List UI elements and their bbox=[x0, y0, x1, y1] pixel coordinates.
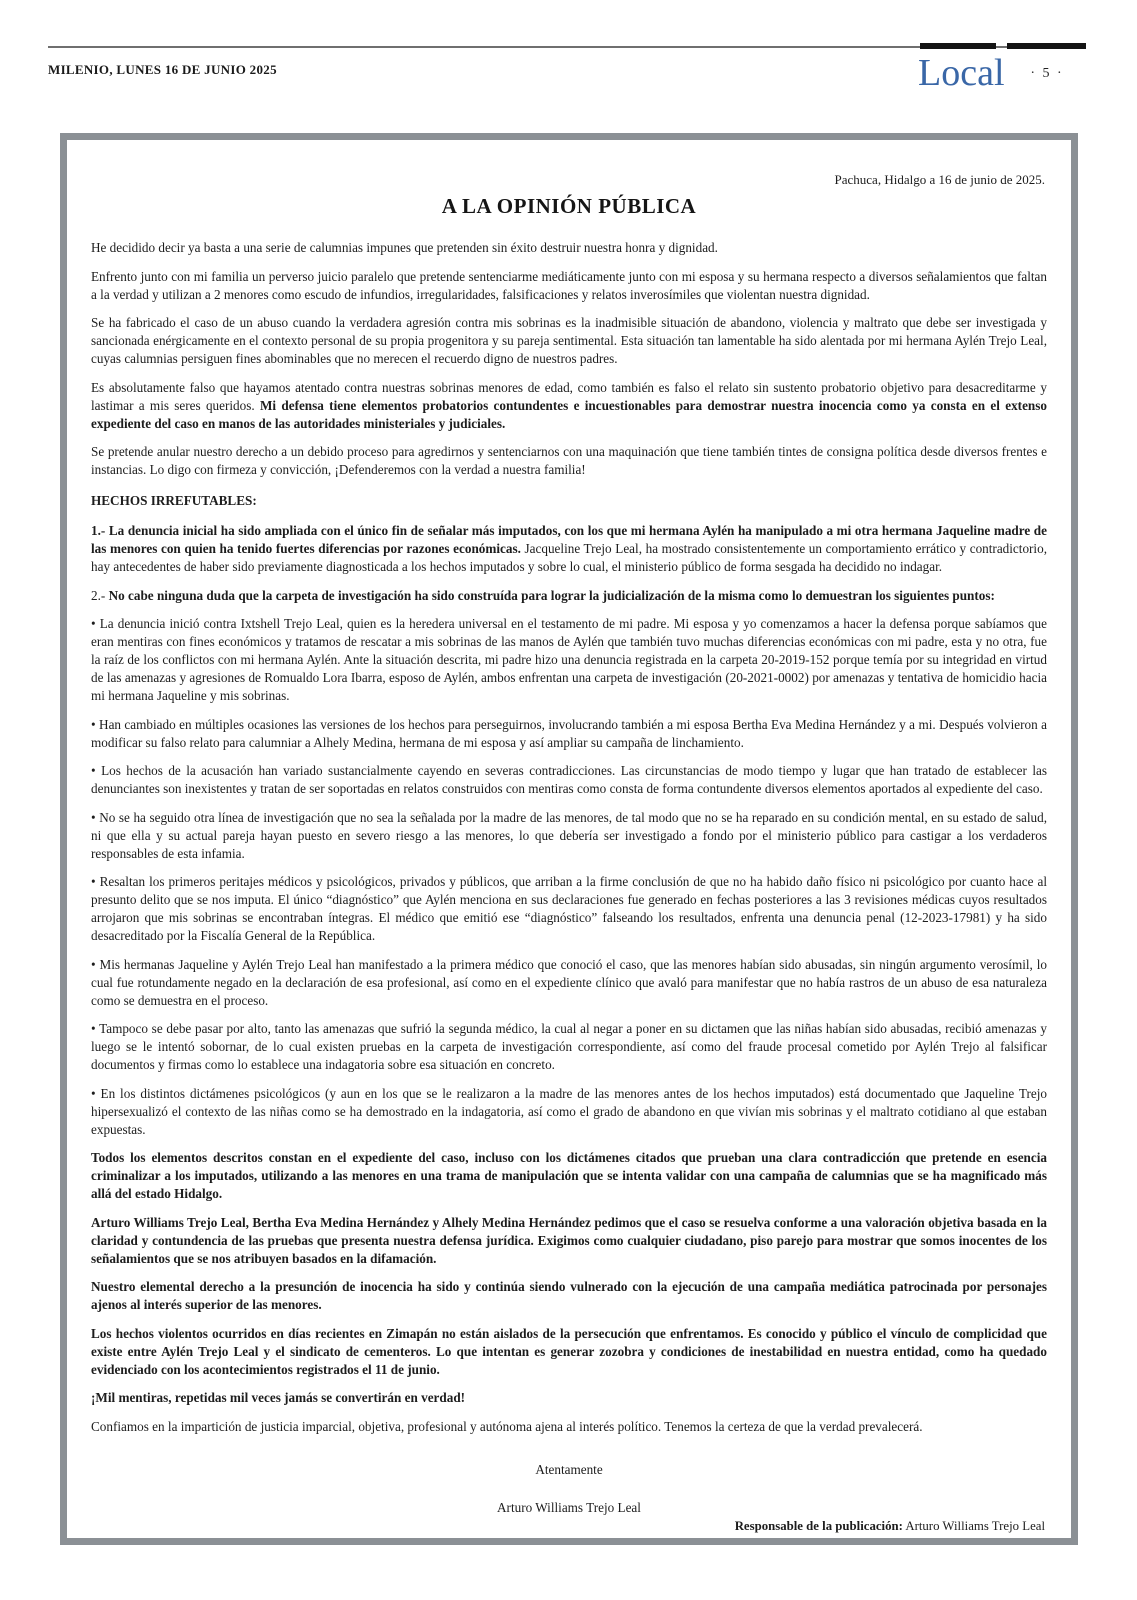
notice-title: A LA OPINIÓN PÚBLICA bbox=[441, 194, 697, 218]
signoff-salutation: Atentamente bbox=[535, 1461, 603, 1477]
publisher-label: Responsable de la publicación: bbox=[734, 1518, 903, 1533]
masthead-black-bar-right bbox=[1007, 43, 1086, 49]
bullet-item: • Mis hermanas Jaqueline y Aylén Trejo Leal han manifestado a la primera médico que conoció el caso, que las menores habían sido abusadas, sin ningún argumento verosímil, lo cual fue rotundamente negado en la declaración de esa profesional, así como en el expediente clínico que avaló para manifestar que no había rastros de un abuso de esa naturaleza como se demuestra en el proceso. bbox=[91, 956, 1047, 1008]
bullet-icon: • bbox=[91, 956, 100, 972]
paragraph: 1.- La denuncia inicial ha sido ampliada con el único fin de señalar más imputados, con los que mi hermana Aylén ha manipulado a mi otra hermana Jaqueline madre de las menores con quien ha tenido fuertes diferencias por razones económicas. Jacqueline Trejo Leal, ha mostrado consistentemente un comportamiento errático y contradictorio, hay antecedentes de haber sido previamente diagnosticada a los hechos imputados y sobre lo cual, el ministerio público de forma sesgada ha decidido no indagar. bbox=[91, 523, 1047, 574]
paragraph: Es absolutamente falso que hayamos atentado contra nuestras sobrinas menores de edad, como también es falso el relato sin sustento probatorio objetivo para desacreditarme y lastimar a mis seres queridos. Mi defensa tiene elementos probatorios contundentes e incuestionables para demostrar nuestra inocencia como ya consta en el extenso expediente del caso en manos de las autoridades ministeriales y judiciales. bbox=[91, 379, 1047, 431]
paragraph: Arturo Williams Trejo Leal, Bertha Eva Medina Hernández y Alhely Medina Hernández pedimos que el caso se resuelva conforme a una valoración objetiva basada en la claridad y contundencia de las pruebas que presenta nuestra defensa jurídica. Exigimos como cualquier ciudadano, piso parejo para mostrar que somos inocentes de los señalamientos que se nos atribuyen basados en la difamación. bbox=[91, 1214, 1047, 1266]
bullet-item: • No se ha seguido otra línea de investigación que no sea la señalada por la madre de las menores, de tal modo que no se ha reparado en su condición mental, en su estado de salud, ni que ella y su actual pareja hayan puesto en severo riesgo a las menores, lo que debería ser investigado a fondo por el ministerio público para castigar a los verdaderos responsables de esta infamia. bbox=[91, 809, 1047, 861]
paragraph: Se ha fabricado el caso de un abuso cuando la verdadera agresión contra mis sobrinas es la inadmisible situación de abandono, violencia y maltrato que debe ser investigada y sancionada enérgicamente en el contexto personal de su propia progenitora y su pareja sentimental. Esta situación tan lamentable ha sido alentada por mi hermana Aylén Trejo Leal, cuyas calumnias persiguen fines abominables que no merecen el recuerdo digno de nuestros padres. bbox=[91, 315, 1047, 366]
paragraph: He decidido decir ya basta a una serie de calumnias impunes que pretenden sin éxito destruir nuestra honra y dignidad. bbox=[91, 240, 718, 255]
paragraph: Todos los elementos descritos constan en el expediente del caso, incluso con los dictámenes citados que prueban una clara contradicción que pretende en esencia criminalizar a los imputados, utilizando a las menores en una trama de manipulación que se intenta validar con una campaña de calumnias que se ha magnificado más allá del estado Hidalgo. bbox=[91, 1150, 1047, 1201]
masthead-date: MILENIO, LUNES 16 DE JUNIO 2025 bbox=[48, 62, 277, 77]
bullet-item: • Tampoco se debe pasar por alto, tanto las amenazas que sufrió la segunda médico, la cual al negar a poner en su dictamen que las niñas habían sido abusadas, recibió amenazas y luego se le intentó sobornar, de lo cual existen pruebas en la carpeta de investigación correspondiente, así como del fraude procesal cometido por Aylén Trejo al falsificar documentos y firmas como lo establece una indagatoria sobre esa situación en concreto. bbox=[91, 1021, 1047, 1072]
masthead-black-bar-left bbox=[920, 43, 996, 49]
section-label: Local bbox=[918, 52, 1005, 94]
bullet-item: • Han cambiado en múltiples ocasiones las versiones de los hechos para perseguirnos, involucrando también a mi esposa Bertha Eva Medina Hernández y a mi. Después volvieron a modificar su falso relato para calumniar a Alhely Medina, hermana de mi esposa y así ampliar su campaña de linchamiento. bbox=[91, 716, 1048, 750]
notice-box bbox=[60, 133, 1078, 1545]
publisher-name: Arturo Williams Trejo Leal bbox=[902, 1518, 1045, 1533]
bullet-item: • En los distintos dictámenes psicológicos (y aun en los que se le realizaron a la madre de las menores antes de los hechos imputados) está documentado que Jaqueline Trejo hipersexualizó el contexto de las niñas como se ha demostrado en la indagatoria, así como el grado de abandono en que vivían mis sobrinas y el maltrato cotidiano al que estaban expuestas. bbox=[91, 1085, 1047, 1137]
paragraph: Nuestro elemental derecho a la presunción de inocencia ha sido y continúa siendo vulnerado con la ejecución de una campaña mediática patrocinada por personajes ajenos al interés superior de las menores. bbox=[91, 1279, 1047, 1312]
bullet-icon: • bbox=[91, 809, 100, 825]
signoff-signature: Arturo Williams Trejo Leal bbox=[497, 1499, 641, 1515]
notice-dateline: Pachuca, Hidalgo a 16 de junio de 2025. bbox=[834, 172, 1045, 187]
notice-paragraphs bbox=[91, 239, 1047, 1436]
bullet-item: • Los hechos de la acusación han variado sustancialmente cayendo en severas contradicciones. Las circunstancias de modo tiempo y lugar que han tratado de establecer las denunciantes son inexistentes y tratan de ser soportadas en relatos construidos con mentiras como consta de forma contundente diversos elementos aportados al expediente del caso. bbox=[91, 763, 1047, 796]
bullet-icon: • bbox=[91, 1085, 101, 1101]
bullet-icon: • bbox=[91, 1021, 100, 1036]
paragraph: Confiamos en la impartición de justicia imparcial, objetiva, profesional y autónoma ajena al interés político. Tenemos la certeza de que la verdad prevalecerá. bbox=[91, 1418, 923, 1434]
bullet-icon: • bbox=[91, 763, 102, 778]
paragraph: Se pretende anular nuestro derecho a un debido proceso para agredirnos y sentenciarnos con una maquinación que tiene también tintes de consigna política desde diversos frentes e instancias. Lo digo con firmeza y convicción, ¡Defenderemos con la verdad a nuestra familia! bbox=[91, 444, 1047, 477]
page-number: · 5 · bbox=[1030, 66, 1064, 81]
bullet-item: • La denuncia inició contra Ixtshell Trejo Leal, quien es la heredera universal en el testamento de mi padre. Mi esposa y yo comenzamos a hacer la defensa porque sabíamos que eran mentiras con fines económicos y tratamos de rescatar a mis sobrinas de las manos de Aylén que también tuvo muchas diferencias económicas con mi padre, esta y no otra, fue la raíz de los conflictos con mi hermana Aylén. Ante la situación descrita, mi padre hizo una denuncia registrada en la carpeta 20-2019-152 porque temía por su integridad en virtud de las amenazas y agresiones de Romualdo Lora Ibarra, esposo de Aylén, ambos enfrentan una carpeta de investigación (20-2021-0002) por amenazas y tentativa de homicidio hacia mi hermana Jaqueline y mis sobrinas. bbox=[91, 616, 1047, 703]
paragraph: ¡Mil mentiras, repetidas mil veces jamás se convertirán en verdad! bbox=[91, 1390, 466, 1405]
paragraph: 2.- No cabe ninguna duda que la carpeta de investigación ha sido construída para lograr la judicialización de la misma como lo demuestran los siguientes puntos: bbox=[91, 587, 995, 603]
bullet-icon: • bbox=[91, 616, 100, 631]
bullet-item: • Resaltan los primeros peritajes médicos y psicológicos, privados y públicos, que arriban a la firme conclusión de que no ha habido daño físico ni psicológico por cuanto hace al presunto delito que se nos imputa. El único “diagnóstico” que Aylén menciona en sus declaraciones fue generado en fechas posteriores a las 3 revisiones médicas cuyos resultados arrojaron que mis sobrinas se encontraban íntegras. El médico que emitió ese “diagnóstico” falseando los resultados, enfrenta una denuncia penal (12-2023-17981) y ha sido desacreditado por la Fiscalía General de la República. bbox=[91, 874, 1047, 943]
paragraph: Los hechos violentos ocurridos en días recientes en Zimapán no están aislados de la persecución que enfrentamos. Es conocido y público el vínculo de complicidad que existe entre Aylén Trejo Leal y el sindicato de cementeros. Lo que intentan es generar zozobra y condiciones de inestabilidad en nuestra entidad, como ha quedado evidenciado con los acontecimientos registrados el 11 de junio. bbox=[91, 1325, 1047, 1377]
publisher-line bbox=[91, 1519, 1045, 1534]
bullet-icon: • bbox=[91, 716, 100, 732]
section-heading: HECHOS IRREFUTABLES: bbox=[91, 493, 257, 508]
paragraph: Enfrento junto con mi familia un perverso juicio paralelo que pretende sentenciarme mediáticamente junto con mi esposa y su hermana respecto a diversos señalamientos que faltan a la verdad y utilizan a 2 menores como escudo de infundios, irregularidades, falsificaciones y relatos inverosímiles que violentan nuestra dignidad. bbox=[91, 268, 1047, 302]
bullet-icon: • bbox=[91, 874, 100, 889]
